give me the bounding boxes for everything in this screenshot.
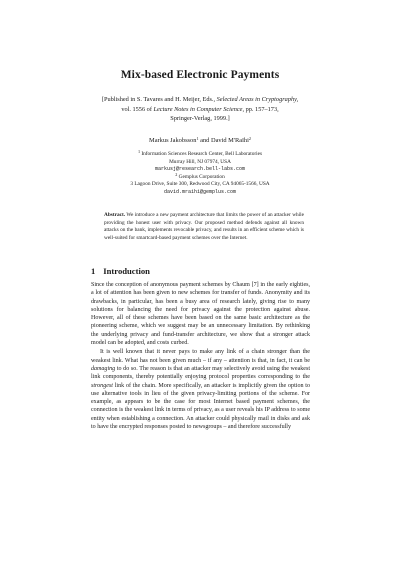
paragraph-1: Since the conception of anonymous payment schemes by Chaum [7] in the early eighties, a lot of attention has been given to new schemes for transfer of funds. Anonymity and its drawbacks, in particular, has been a busy area of research lately, giving rise to many solutions for balancing the need for privacy against the protection against abuse. However, all of these schemes have been based on the same basic architecture as the pioneering scheme, which we suggest may be an unnecessary limitation. By rethinking the underlying privacy and fund-transfer architecture, we show that a stronger attack model can be adopted, and costs curbed. xyxy=(91,282,310,347)
abstract xyxy=(104,212,304,242)
author-2: David M'Raïhi xyxy=(210,137,249,144)
aff2-org: Gemplus Corporation xyxy=(178,173,225,180)
author-1-mark: 1 xyxy=(196,135,199,141)
pub-venue: Selected Areas in Cryptography, xyxy=(216,96,299,103)
aff1-address: Murray Hill, NJ 07974, USA xyxy=(169,158,231,165)
author-1: Markus Jakobsson xyxy=(149,137,197,144)
section-title: Introduction xyxy=(103,266,150,276)
author-2-mark: 2 xyxy=(248,135,251,141)
paragraph-2-part2: to do so. The reason is that an attacker may selectively avoid using the weakest link components, thereby potentially enjoying protocol properties corresponding to the xyxy=(91,365,310,381)
paragraph-2-emphasis2: strongest xyxy=(91,382,113,389)
body-text xyxy=(91,281,310,431)
aff1-org: Information Sciences Research Center, Bell Laboratories xyxy=(141,151,263,157)
section-number: 1 xyxy=(91,266,96,276)
pub-publisher: Springer-Verlag, 1999.] xyxy=(170,115,230,123)
pub-pages: , pp. 157–173, xyxy=(242,105,279,113)
abstract-text: We introduce a new payment architecture that limits the power of an attacker while providing the honest user with privacy. Our proposed method defends against all known attacks on the bank, implements revocable privacy, and results in an efficient scheme which is well-suited for smartcard-based payment schemes over the Internet. xyxy=(104,212,304,241)
publication-note xyxy=(60,95,340,124)
author-line xyxy=(0,137,400,144)
abstract-label: Abstract. xyxy=(104,212,126,218)
aff1-email: markusj@research.bell-labs.com xyxy=(154,166,245,173)
paper-title: Mix-based Electronic Payments xyxy=(120,69,280,81)
section-heading xyxy=(91,266,150,276)
aff2-email: david.mraihi@gemplus.com xyxy=(163,188,236,195)
aff1-mark: 1 xyxy=(137,148,141,154)
paragraph-2-emphasis1: damaging xyxy=(91,365,116,372)
paragraph-2-part3: link of the chain. More specifically, an attacker is implicitly given the option to use alternative tools in lieu of the given privacy-limiting portions of the scheme. For example, as appears to be the case for most Internet based payment schemes, the connection is the weakest link in terms of privacy, as a user reveals his IP address to some entity when establishing a connection. An attacker could physically mail in disks and ask to have the encrypted responses posted to newsgroups – and therefore successfully xyxy=(91,382,310,431)
pub-series: Lecture Notes in Computer Science xyxy=(153,105,243,113)
aff2-mark: 2 xyxy=(175,171,178,177)
paragraph-2-part1: It is well known that it never pays to make any link of a chain stronger than the weakest link. What has not been given much – if any – attention is that, in fact, it can be xyxy=(91,349,310,364)
pub-line1-prefix: [Published in S. Tavares and H. Meijer, Eds., xyxy=(101,96,217,103)
author-conjunction: and xyxy=(198,137,211,144)
paragraph-2 xyxy=(91,348,310,431)
pub-line2-prefix: vol. 1556 of xyxy=(121,105,154,113)
affiliations xyxy=(0,148,400,197)
aff2-address: 3 Lagoon Drive, Suite 300, Redwood City, CA 94065-1566, USA xyxy=(130,181,270,188)
